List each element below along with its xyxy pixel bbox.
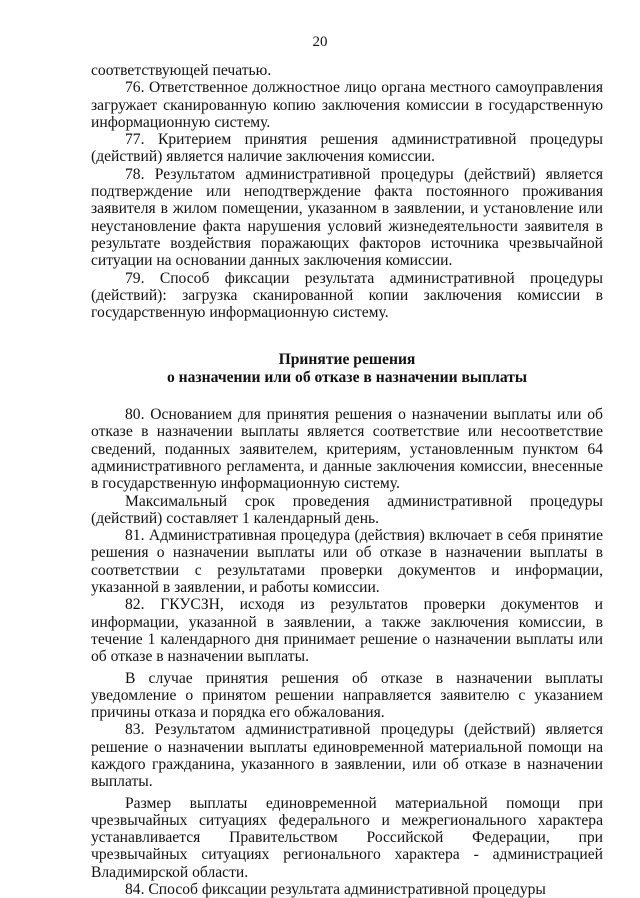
paragraph-83: 83. Результатом административной процедуры (действий) является решение о назначении выплаты единовременной материальной помощи на каждого гражданина, указанного в заявлении, или об отказе в назначении выплаты. [91, 721, 603, 791]
paragraph-continuation: соответствующей печатью. [91, 62, 272, 79]
section-heading-line-2: о назначении или об отказе в назначении выплаты [166, 368, 528, 386]
section-heading-line-1: Принятие решения [278, 351, 416, 369]
paragraph-80: 80. Основанием для принятия решения о назначении выплаты или об отказе в назначении выплаты является соответствие или несоответствие сведений, поданных заявителем, критериям, установленным пунктом 64 административного регламента, и данные заключения комиссии, внесенные в государственную информационную систему. [91, 406, 603, 493]
paragraph-81: 81. Административная процедура (действия) включает в себя принятие решения о назначении выплаты или об отказе в назначении выплаты в соответствии с результатами проверки документов и информации, указанной в заявлении, и работы комиссии. [91, 527, 603, 597]
paragraph-payment-amount: Размер выплаты единовременной материальной помощи при чрезвычайных ситуациях федерального и межрегионального характера устанавливается Правительством Российской Федерации, при чрезвычайных ситуациях регионального характера - администрацией Владимирской области. [91, 794, 603, 881]
paragraph-77: 77. Критерием принятия решения административной процедуры (действий) является наличие заключения комиссии. [91, 131, 603, 166]
paragraph-refusal-notice: В случае принятия решения об отказе в назначении выплаты уведомление о принятом решении направляется заявителю с указанием причины отказа и порядка его обжалования. [91, 669, 603, 722]
paragraph-max-term: Максимальный срок проведения административной процедуры (действий) составляет 1 календарный день. [91, 492, 603, 527]
document-body [91, 62, 603, 898]
paragraph-84: 84. Способ фиксации результата административной процедуры [125, 881, 546, 898]
paragraph-82: 82. ГКУСЗН, исходя из результатов проверки документов и информации, указанной в заявлении, а также заключения комиссии, в течение 1 календарного дня принимает решение о назначении выплаты или об отказе в назначении выплаты. [91, 596, 603, 666]
paragraph-76: 76. Ответственное должностное лицо органа местного самоуправления загружает сканированную копию заключения комиссии в государственную информационную систему. [91, 79, 603, 131]
section-heading [91, 351, 603, 386]
paragraph-78: 78. Результатом административной процедуры (действий) является подтверждение или неподтверждение факта постоянного проживания заявителя в жилом помещении, указанном в заявлении, и установление или неустановление факта нарушения условий жизнедеятельности заявителя в результате воздействия поражающих факторов источника чрезвычайной ситуации на основании данных заключения комиссии. [91, 165, 603, 270]
paragraph-79: 79. Способ фиксации результата административной процедуры (действий): загрузка сканированной копии заключения комиссии в государственную информационную систему. [91, 269, 603, 322]
page-number: 20 [312, 34, 328, 50]
